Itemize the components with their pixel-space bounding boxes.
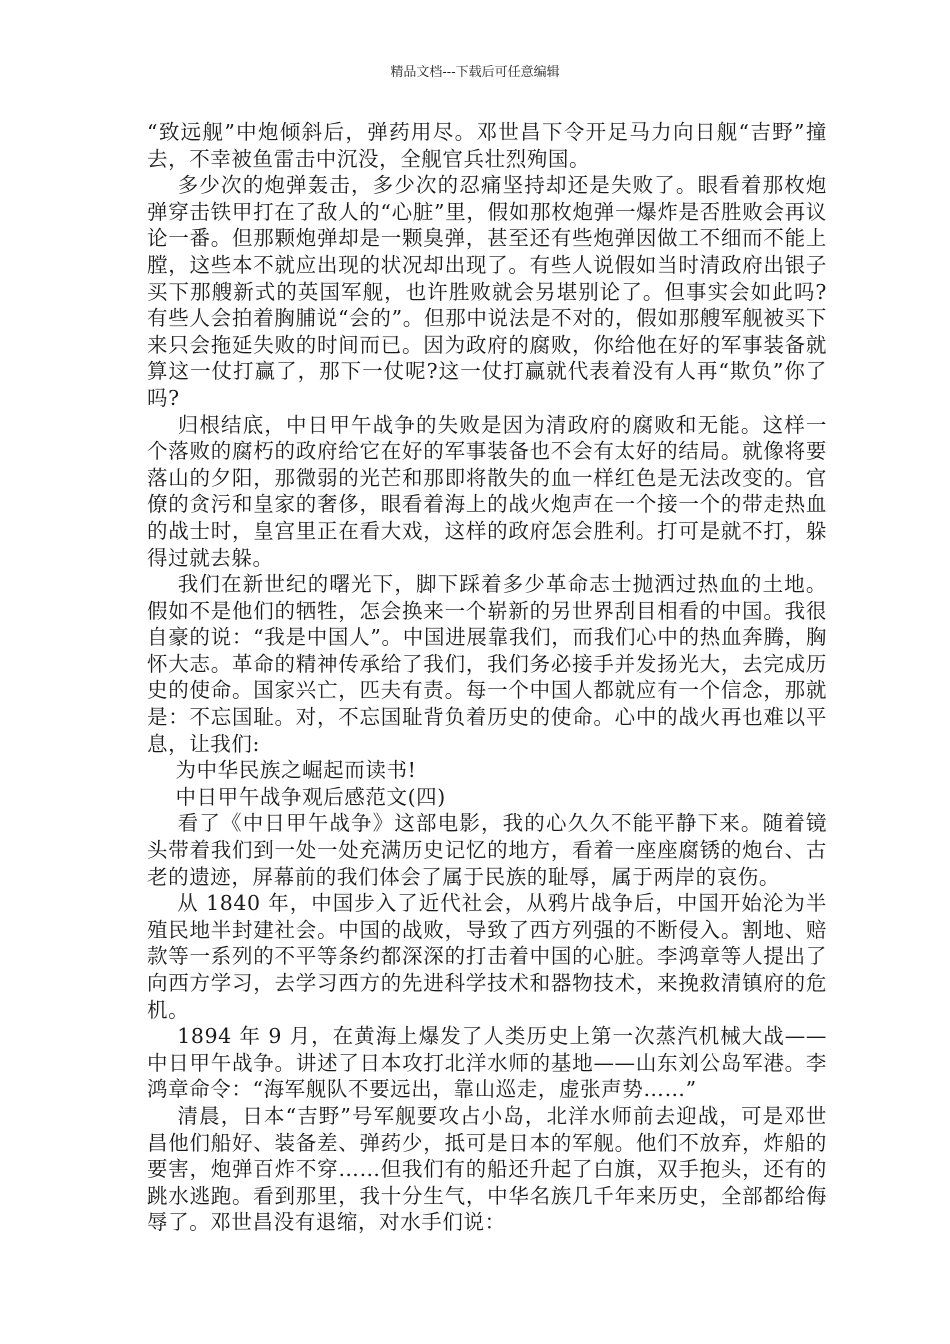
- section-title: 中日甲午战争观后感范文(四): [147, 784, 446, 809]
- document-body: [147, 119, 827, 1236]
- paragraph: “致远舰”中炮倾斜后，弹药用尽。邓世昌下令开足马力向日舰“吉野”撞去，不幸被鱼雷击中沉没，全舰官兵壮烈殉国。: [147, 120, 827, 171]
- paragraph: 1894 年 9 月，在黄海上爆发了人类历史上第一次蒸汽机械大战——中日甲午战争。讲述了日本攻打北洋水师的基地——山东刘公岛军港。李鸿章命令：“海军舰队不要远出，靠山巡走，虚张声势……”: [147, 1024, 827, 1102]
- paragraph: 看了《中日甲午战争》这部电影，我的心久久不能平静下来。随着镜头带着我们到一处一处充满历史记忆的地方，看着一座座腐锈的炮台、古老的遗迹，屏幕前的我们体会了属于民族的耻辱，属于两岸的哀伤。: [147, 811, 828, 889]
- paragraph: 清晨，日本“吉野”号军舰要攻占小岛，北洋水师前去迎战，可是邓世昌他们船好、装备差、弹药少，抵可是日本的军舰。他们不放弃，炸船的要害，炮弹百炸不穿……但我们有的船还升起了白旗，双手抱头，还有的跳水逃跑。看到那里，我十分生气，中华名族几千年来历史，全部都给侮辱了。邓世昌没有退缩，对水手们说：: [147, 1103, 828, 1235]
- paragraph: 为中华民族之崛起而读书!: [147, 758, 417, 783]
- paragraph: 我们在新世纪的曙光下，脚下踩着多少革命志士抛洒过热血的土地。假如不是他们的牺牲，怎会换来一个崭新的另世界刮目相看的中国。我很自豪的说：“我是中国人”。中国进展靠我们，而我们心中的热血奔腾，胸怀大志。革命的精神传承给了我们，我们务必接手并发扬光大，去完成历史的使命。国家兴亡，匹夫有责。每一个中国人都就应有一个信念，那就是：不忘国耻。对，不忘国耻背负着历史的使命。心中的战火再也难以平息，让我们:: [147, 572, 828, 756]
- paragraph: 多少次的炮弹轰击，多少次的忍痛坚持却还是失败了。眼看着那枚炮弹穿击铁甲打在了敌人的“心脏”里，假如那枚炮弹一爆炸是否胜败会再议论一番。但那颗炮弹却是一颗臭弹，甚至还有些炮弹因做工不细而不能上膛，这些本不就应出现的状况却出现了。有些人说假如当时清政府出银子买下那艘新式的英国军舰，也许胜败就会另堪别论了。但事实会如此吗?有些人会拍着胸脯说“会的”。但那中说法是不对的，假如那艘军舰被买下来只会拖延失败的时间而已。因为政府的腐败，你给他在好的军事装备就算这一仗打赢了，那下一仗呢?这一仗打赢就代表着没有人再“欺负”你了吗?: [147, 173, 828, 410]
- page-header: 精品文档---下载后可任意编辑: [390, 65, 560, 80]
- paragraph: 从 1840 年，中国步入了近代社会，从鸦片战争后，中国开始沦为半殖民地半封建社会。中国的战败，导致了西方列强的不断侵入。割地、赔款等一系列的不平等条约都深深的打击着中国的心脏。李鸿章等人提出了向西方学习，去学习西方的先进科学技术和器物技术，来挽救清镇府的危机。: [147, 891, 827, 1022]
- paragraph: 归根结底，中日甲午战争的失败是因为清政府的腐败和无能。这样一个落败的腐朽的政府给它在好的军事装备也不会有太好的结局。就像将要落山的夕阳，那微弱的光芒和那即将散失的血一样红色是无法改变的。官僚的贪污和皇家的奢侈，眼看着海上的战火炮声在一个接一个的带走热血的战士时，皇宫里正在看大戏，这样的政府怎会胜利。打可是就不打，躲得过就去躲。: [147, 412, 828, 570]
